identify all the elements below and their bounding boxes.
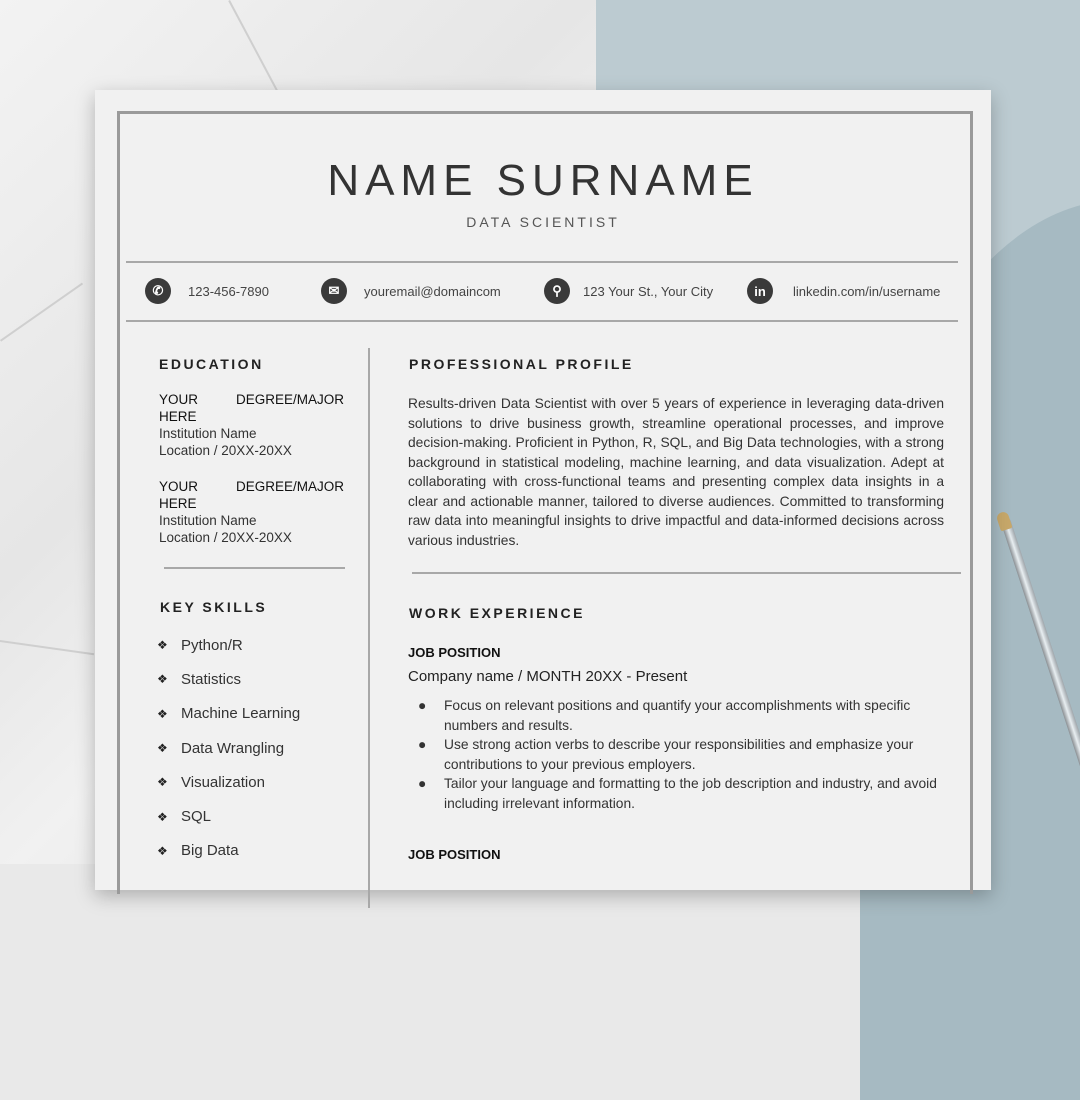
candidate-name: NAME SURNAME — [327, 156, 759, 205]
key-skills-heading: KEY SKILLS — [160, 599, 268, 615]
linkedin-icon: in — [747, 278, 773, 304]
location-pin-icon: ⚲ — [544, 278, 570, 304]
skill-item — [157, 765, 300, 799]
skill-label: Visualization — [181, 773, 265, 791]
contact-phone-text: 123-456-7890 — [188, 283, 269, 299]
responsibility-item — [408, 735, 944, 774]
skill-label: Python/R — [181, 636, 243, 654]
degree-suffix: HERE — [159, 409, 197, 424]
profile-divider — [412, 572, 961, 574]
skill-label: SQL — [181, 808, 212, 826]
diamond-bullet-icon: ❖ — [157, 706, 168, 721]
responsibility-item — [408, 774, 944, 813]
degree-line — [159, 391, 344, 408]
diamond-bullet-icon: ❖ — [157, 843, 168, 858]
bullet-dot-icon: ● — [418, 737, 427, 752]
skill-item — [157, 799, 300, 833]
degree-prefix: YOUR — [159, 392, 199, 407]
column-divider — [368, 348, 370, 908]
education-divider — [164, 567, 345, 569]
professional-profile-heading: PROFESSIONAL PROFILE — [409, 356, 634, 372]
contact-phone — [145, 278, 269, 304]
contact-address-text: 123 Your St., Your City — [583, 283, 714, 299]
work-experience-heading: WORK EXPERIENCE — [409, 605, 585, 621]
job-title: DATA SCIENTIST — [466, 214, 620, 230]
contact-email — [321, 278, 501, 304]
contact-divider-bottom — [126, 320, 958, 322]
institution-name: Institution Name — [159, 513, 257, 528]
mail-icon: ✉ — [321, 278, 347, 304]
skills-list — [157, 628, 300, 868]
contact-linkedin-text: linkedin.com/in/username — [793, 283, 941, 299]
education-heading: EDUCATION — [159, 356, 264, 372]
responsibility-text: Tailor your language and formatting to the job description and industry, and avoid including irrelevant information. — [444, 776, 937, 811]
profile-summary: Results-driven Data Scientist with over 5 years of experience in leveraging data-driven solutions to drive business growth, streamline operational processes, and improve decision-making. Proficient in Python, R, SQL, and Big Data technologies, with a strong background in statistical modeling, machine learning, and data visualization. Adept at collaborating with cross-functional teams and presenting complex data insights in a clear and actionable manner, tailored to diverse audiences. Committed to transforming raw data into meaningful insights to drive impactful and data-informed decisions across various industries. — [408, 396, 944, 548]
job-position: JOB POSITION — [408, 847, 501, 862]
contact-email-text: youremail@domaincom — [364, 283, 501, 299]
contact-divider-top — [126, 261, 958, 263]
degree-major: DEGREE/MAJOR — [235, 392, 344, 407]
skill-label: Statistics — [181, 670, 242, 688]
skill-item — [157, 662, 300, 696]
skill-item — [157, 628, 300, 662]
skill-item — [157, 697, 300, 731]
job-responsibilities — [408, 696, 944, 813]
skill-label: Data Wrangling — [181, 739, 285, 757]
resume-sheet — [95, 90, 991, 890]
education-entry — [159, 478, 344, 546]
skill-label: Machine Learning — [181, 705, 301, 723]
contact-address — [544, 278, 713, 304]
skill-label: Big Data — [181, 842, 239, 860]
education-location: Location / 20XX-20XX — [159, 443, 292, 458]
diamond-bullet-icon: ❖ — [157, 775, 168, 790]
responsibility-item — [408, 696, 944, 735]
company-dates: Company name / MONTH 20XX - Present — [408, 668, 688, 685]
degree-major: DEGREE/MAJOR — [235, 479, 344, 494]
responsibility-text: Focus on relevant positions and quantify your accomplishments with specific numbers and results. — [444, 698, 911, 733]
education-location: Location / 20XX-20XX — [159, 530, 292, 545]
diamond-bullet-icon: ❖ — [157, 809, 168, 824]
degree-line — [159, 478, 344, 495]
skill-item — [157, 731, 300, 765]
phone-icon: ✆ — [145, 278, 171, 304]
degree-prefix: YOUR — [159, 479, 199, 494]
education-entry — [159, 391, 344, 459]
institution-name: Institution Name — [159, 426, 257, 441]
degree-suffix: HERE — [159, 496, 197, 511]
bullet-dot-icon: ● — [418, 698, 427, 713]
job-position: JOB POSITION — [408, 645, 501, 660]
diamond-bullet-icon: ❖ — [157, 638, 168, 653]
responsibility-text: Use strong action verbs to describe your responsibilities and emphasize your contributions to your previous employers. — [444, 737, 914, 772]
skill-item — [157, 834, 300, 868]
bullet-dot-icon: ● — [418, 776, 427, 791]
contact-linkedin — [747, 278, 940, 304]
diamond-bullet-icon: ❖ — [157, 741, 168, 756]
diamond-bullet-icon: ❖ — [157, 672, 168, 687]
